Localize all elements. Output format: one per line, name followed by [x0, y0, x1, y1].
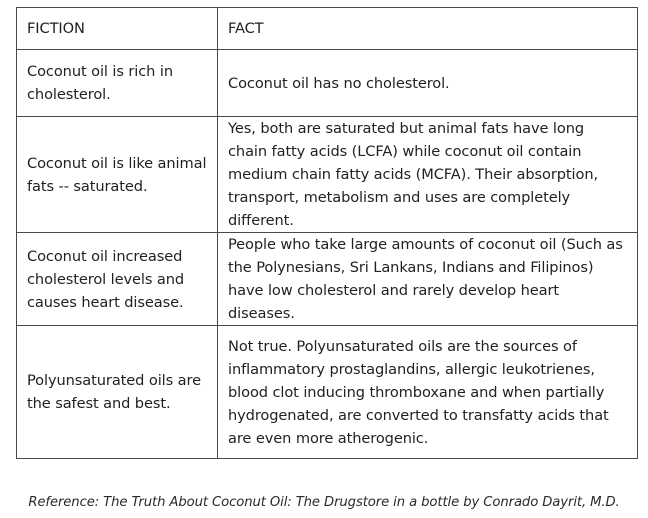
table-row: [17, 233, 638, 326]
fact-cell: Coconut oil has no cholesterol.: [218, 50, 638, 117]
table-row: [17, 326, 638, 459]
fiction-fact-table-container: [16, 7, 637, 459]
fiction-header: FICTION: [17, 8, 218, 50]
fiction-cell: Coconut oil is like animal fats -- saturated.: [17, 117, 218, 233]
fiction-cell: Coconut oil is rich in cholesterol.: [17, 50, 218, 117]
table-row: [17, 50, 638, 117]
fact-cell: People who take large amounts of coconut oil (Such as the Polynesians, Sri Lankans, Indians and Filipinos) have low cholesterol and rarely develop heart diseases.: [218, 233, 638, 326]
table-row: [17, 117, 638, 233]
fact-cell: Not true. Polyunsaturated oils are the sources of inflammatory prostaglandins, allergic leukotrienes, blood clot inducing thromboxane and when partially hydrogenated, are converted to transfatty acids that are even more atherogenic.: [218, 326, 638, 459]
table-header-row: [17, 8, 638, 50]
fact-header: FACT: [218, 8, 638, 50]
fiction-cell: Polyunsaturated oils are the safest and best.: [17, 326, 218, 459]
reference-citation: Reference: The Truth About Coconut Oil: The Drugstore in a bottle by Conrado Dayrit, M.D.: [28, 495, 620, 510]
fact-cell: Yes, both are saturated but animal fats have long chain fatty acids (LCFA) while coconut oil contain medium chain fatty acids (MCFA). Their absorption, transport, metabolism and uses are completely different.: [218, 117, 638, 233]
fiction-cell: Coconut oil increased cholesterol levels and causes heart disease.: [17, 233, 218, 326]
fiction-fact-table: [16, 7, 638, 459]
